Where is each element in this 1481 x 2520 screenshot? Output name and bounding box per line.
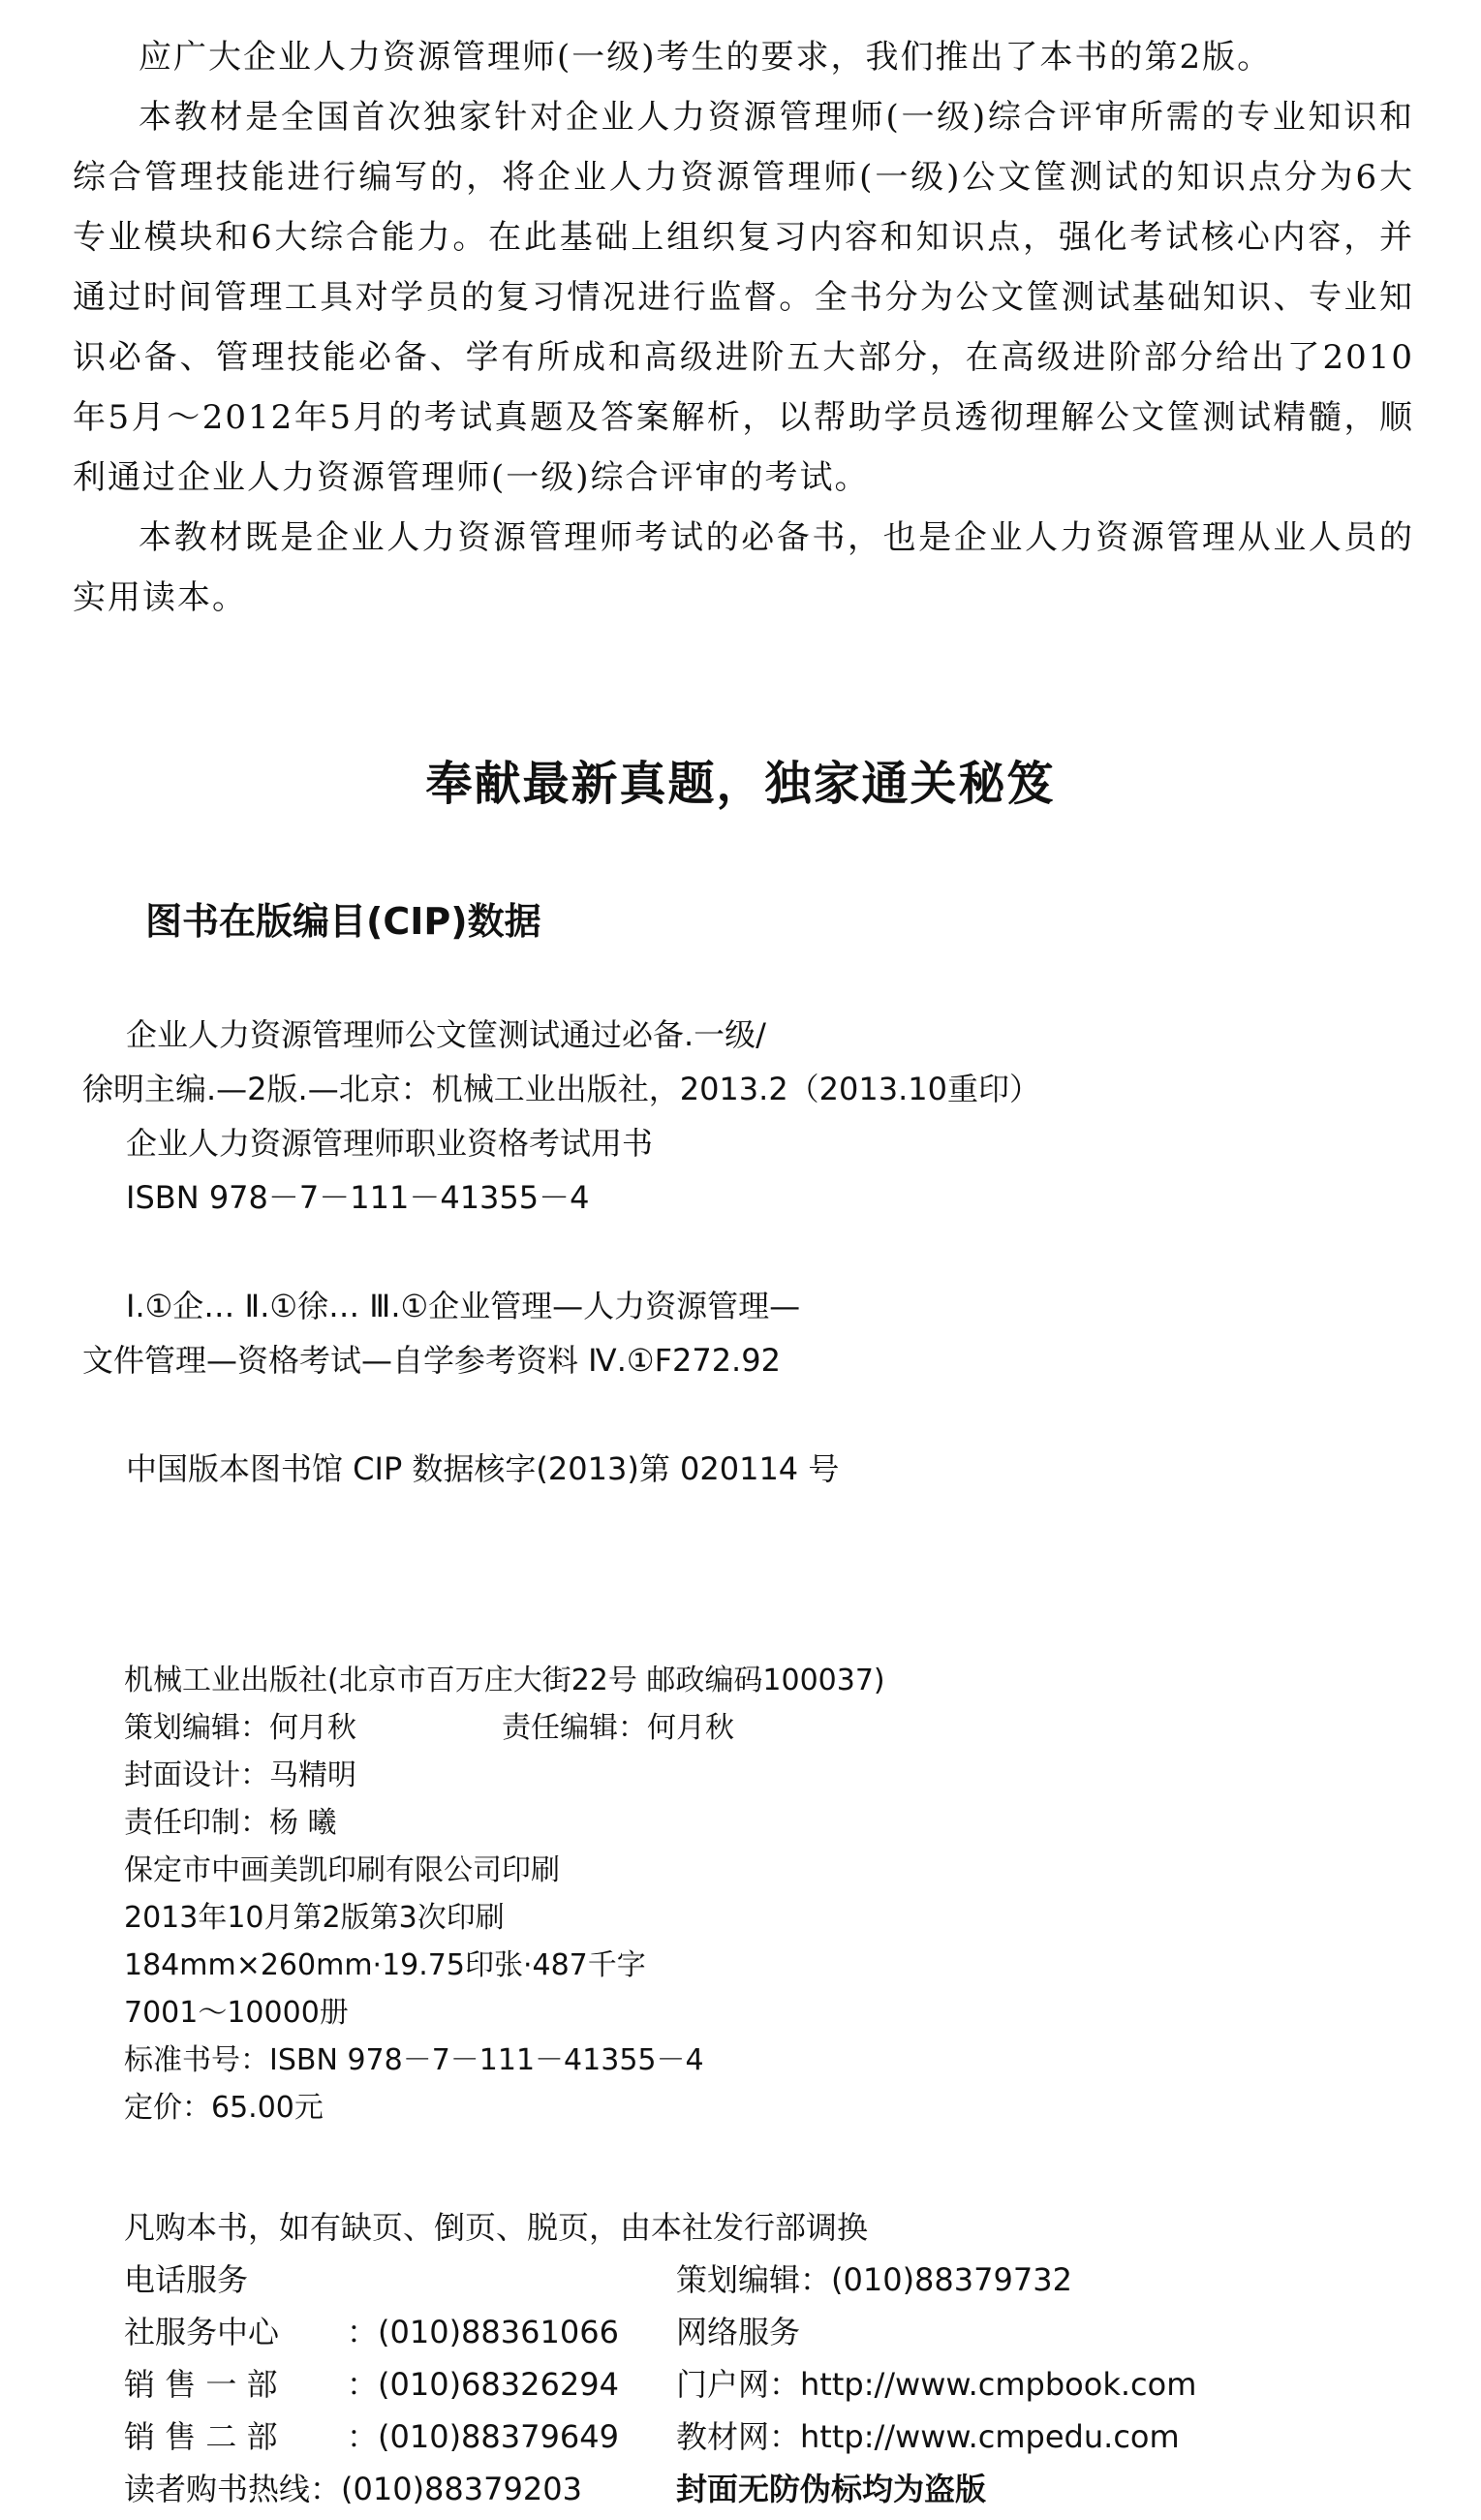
cip-record bbox=[82, 1008, 1342, 1496]
cover-design: 封面设计：马精明 bbox=[124, 1758, 356, 1792]
cip-series-line: 企业人力资源管理师职业资格考试用书 bbox=[126, 1125, 654, 1162]
intro-section bbox=[73, 27, 1414, 628]
sales-dept-2-phone: ：(010)88379649 bbox=[347, 2418, 619, 2455]
service-center-label: 社服务中心 bbox=[124, 2314, 280, 2350]
sales-dept-1-label: 销 售 一 部 bbox=[124, 2366, 278, 2403]
planning-phone: 策划编辑：(010)88379732 bbox=[676, 2261, 1072, 2298]
service-row-3 bbox=[124, 2358, 1335, 2411]
service-row-4 bbox=[124, 2411, 1335, 2463]
publisher-info bbox=[124, 1657, 885, 2131]
anti-counterfeit-notice: 封面无防伪标均为盗版 bbox=[676, 2471, 987, 2507]
cip-heading: 图书在版编目(CIP)数据 bbox=[145, 900, 541, 943]
service-row-5 bbox=[124, 2463, 1335, 2515]
print-supervisor: 责任印制：杨 曦 bbox=[124, 1806, 337, 1840]
cip-title-line: 企业人力资源管理师公文筐测试通过必备.一级/ bbox=[126, 1016, 766, 1053]
standard-isbn: 标准书号：ISBN 978－7－111－41355－4 bbox=[124, 2043, 704, 2077]
cip-number-line: 中国版本图书馆 CIP 数据核字(2013)第 020114 号 bbox=[126, 1450, 840, 1487]
intro-paragraph-1: 应广大企业人力资源管理师(一级)考生的要求，我们推出了本书的第2版。 bbox=[139, 38, 1273, 77]
price: 定价：65.00元 bbox=[124, 2091, 324, 2125]
edition-info: 2013年10月第2版第3次印刷 bbox=[124, 1901, 505, 1935]
sales-dept-1-phone: ：(010)68326294 bbox=[347, 2366, 619, 2403]
intro-paragraph-3: 本教材既是企业人力资源管理师考试的必备书，也是企业人力资源管理从业人员的实用读本。 bbox=[73, 518, 1414, 617]
editors-line bbox=[124, 1704, 885, 1752]
reader-hotline: 读者购书热线：(010)88379203 bbox=[124, 2471, 582, 2507]
responsible-editor: 责任编辑：何月秋 bbox=[502, 1711, 734, 1745]
service-row-1 bbox=[124, 2254, 1335, 2306]
service-info bbox=[124, 2201, 1335, 2515]
planning-editor: 策划编辑：何月秋 bbox=[124, 1711, 356, 1745]
copies-info: 7001～10000册 bbox=[124, 1996, 349, 2030]
network-service-title: 网络服务 bbox=[676, 2314, 801, 2350]
phone-service-title: 电话服务 bbox=[124, 2261, 249, 2298]
cip-isbn-line: ISBN 978－7－111－41355－4 bbox=[126, 1179, 590, 1216]
cip-subject-line-2: 文件管理—资格考试—自学参考资料 Ⅳ.①F272.92 bbox=[82, 1342, 781, 1379]
exchange-notice: 凡购本书，如有缺页、倒页、脱页，由本社发行部调换 bbox=[124, 2209, 869, 2246]
slogan: 奉献最新真题，独家通关秘笈 bbox=[425, 757, 1056, 811]
service-row-2 bbox=[124, 2306, 1335, 2358]
format-info: 184mm×260mm·19.75印张·487千字 bbox=[124, 1948, 646, 1982]
printer: 保定市中画美凯印刷有限公司印刷 bbox=[124, 1853, 560, 1887]
textbook-website[interactable]: 教材网：http://www.cmpedu.com bbox=[676, 2418, 1180, 2455]
portal-website[interactable]: 门户网：http://www.cmpbook.com bbox=[676, 2366, 1197, 2403]
intro-paragraph-2: 本教材是全国首次独家针对企业人力资源管理师(一级)综合评审所需的专业知识和综合管理技能进行编写的，将企业人力资源管理师(一级)公文筐测试的知识点分为6大专业模块和6大综合能力。在此基础上组织复习内容和知识点，强化考试核心内容，并通过时间管理工具对学员的复习情况进行监督。全书分为公文筐测试基础知识、专业知识必备、管理技能必备、学有所成和高级进阶五大部分，在高级进阶部分给出了2010年5月～2012年5月的考试真题及答案解析，以帮助学员透彻理解公文筐测试精髓，顺利通过企业人力资源管理师(一级)综合评审的考试。 bbox=[73, 98, 1414, 497]
service-center-phone: ：(010)88361066 bbox=[347, 2314, 619, 2350]
publisher-address: 机械工业出版社(北京市百万庄大街22号 邮政编码100037) bbox=[124, 1664, 885, 1697]
sales-dept-2-label: 销 售 二 部 bbox=[124, 2418, 278, 2455]
cip-author-line: 徐明主编.—2版.—北京：机械工业出版社，2013.2（2013.10重印） bbox=[82, 1071, 1041, 1107]
cip-subject-line-1: Ⅰ.①企… Ⅱ.①徐… Ⅲ.①企业管理—人力资源管理— bbox=[126, 1288, 801, 1324]
